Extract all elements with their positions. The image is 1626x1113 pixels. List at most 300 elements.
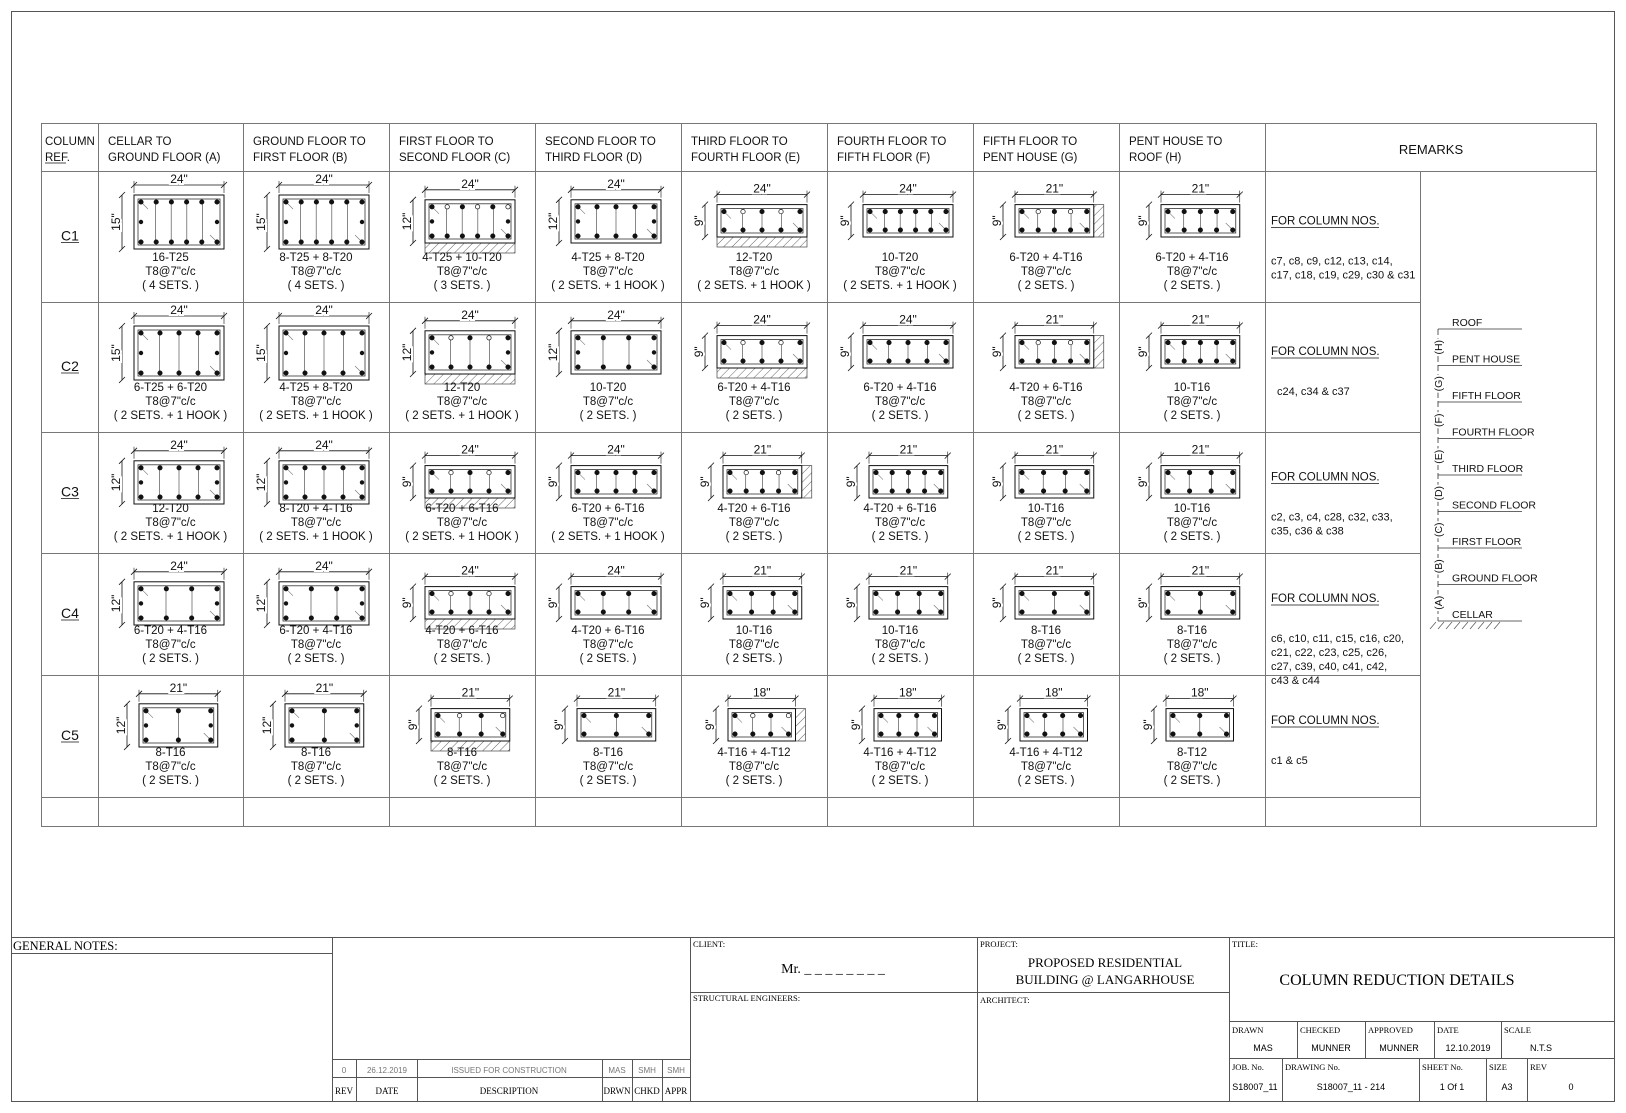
column-section-cell [990, 564, 1097, 665]
rebar [1187, 470, 1191, 474]
rebar [917, 591, 921, 595]
rebar [1036, 340, 1040, 344]
floor-header-line2: ROOF (H) [1129, 152, 1182, 164]
rebar [1224, 713, 1228, 717]
rebar [1231, 209, 1235, 213]
rebar [1078, 713, 1082, 717]
rebar [491, 205, 495, 209]
rebar [874, 489, 878, 493]
column-ref-label: C1 [61, 227, 79, 244]
rebar [215, 200, 219, 204]
column-section-cell [698, 564, 805, 665]
depth-label: 12" [109, 594, 123, 613]
tie-sets: ( 2 SETS. ) [142, 653, 199, 665]
rebar [1182, 228, 1186, 232]
rebar [760, 470, 764, 474]
floor-header-line1: PENT HOUSE TO [1129, 136, 1223, 148]
rebar [309, 587, 313, 591]
masonry-hatch [1094, 205, 1104, 237]
rebar [1166, 359, 1170, 363]
rebar [1025, 713, 1029, 717]
rebar [1060, 732, 1064, 736]
rebar [479, 732, 483, 736]
rebar [1085, 340, 1089, 344]
rebar [614, 713, 618, 717]
rebar [196, 331, 200, 335]
rebar [786, 732, 790, 736]
rebar [290, 709, 294, 713]
rebar [779, 209, 783, 213]
ground-hatch [1446, 622, 1452, 629]
depth-label: 9" [400, 597, 414, 609]
rebar [1166, 340, 1170, 344]
rebar-spec: 8-T16 [592, 747, 624, 759]
remark-column-list: c35, c36 & c38 [1271, 525, 1344, 538]
rebar [164, 587, 168, 591]
rebar [284, 200, 288, 204]
rebar [284, 616, 288, 620]
rebar [906, 489, 910, 493]
rebar [874, 591, 878, 595]
rebar [158, 371, 162, 375]
width-label: 24" [607, 176, 625, 191]
rebar [158, 495, 162, 499]
rebar [215, 616, 219, 620]
width-label: 21" [1045, 312, 1064, 327]
remark-column-list: c27, c39, c40, c41, c42, [1271, 661, 1388, 673]
rebar [1036, 228, 1040, 232]
depth-label: 9" [400, 476, 414, 488]
rebar [1060, 713, 1064, 717]
tie-spec: T8@7"c/c [728, 266, 780, 278]
rebar [652, 336, 656, 340]
width-label: 24" [315, 437, 333, 452]
rebar [449, 470, 453, 474]
rebar [760, 228, 764, 232]
width-label: 24" [170, 437, 188, 452]
rebar [169, 200, 173, 204]
column-section-cell [703, 686, 806, 787]
tie-spec: T8@7"c/c [874, 517, 926, 529]
approved-value: MUNNER [1379, 1043, 1419, 1053]
rebar [932, 732, 936, 736]
rebar [176, 738, 180, 742]
rebar [475, 205, 479, 209]
rebar [430, 205, 434, 209]
tie-sets: ( 2 SETS. ) [725, 653, 783, 665]
rebar [939, 591, 943, 595]
rebar [793, 610, 797, 614]
rebar [445, 205, 449, 209]
tie-sets: ( 2 SETS. ) [871, 653, 929, 665]
rebar [144, 723, 148, 727]
depth-label: 9" [698, 597, 712, 609]
tie-sets: ( 2 SETS. + 1 HOOK ) [551, 280, 665, 292]
tie-sets: ( 2 SETS. + 1 HOOK ) [551, 531, 665, 543]
column-ref-header-2: REF. [45, 152, 70, 164]
rebar [890, 489, 894, 493]
tie-sets: ( 4 SETS. ) [287, 280, 345, 292]
checked-value: MUNNER [1311, 1043, 1351, 1053]
rev-appr: SMH [667, 1066, 685, 1075]
column-ref-header: COLUMN [45, 136, 95, 148]
rebar [1231, 359, 1235, 363]
rebar-spec: 8-T25 + 8-T20 [279, 252, 353, 264]
rebar [633, 470, 637, 474]
floor-header-line1: FIFTH FLOOR TO [983, 136, 1078, 148]
width-label: 24" [315, 558, 333, 573]
drawing-title: COLUMN REDUCTION DETAILS [1279, 972, 1515, 989]
rebar [751, 732, 755, 736]
tie-sets: ( 2 SETS. + 1 HOOK ) [843, 280, 957, 292]
rebar [917, 610, 921, 614]
rebar [760, 489, 764, 493]
floor-zone-letter: (C) [1433, 522, 1445, 538]
size-value: A3 [1501, 1082, 1513, 1092]
rebar [1166, 470, 1170, 474]
rebar [1166, 228, 1170, 232]
rebar-spec: 8-T16 [155, 747, 186, 759]
column-outline [279, 195, 369, 249]
tie-spec: T8@7"c/c [145, 517, 196, 529]
rebar [322, 738, 326, 742]
ground-hatch [1470, 622, 1476, 629]
depth-label: 15" [254, 213, 268, 231]
rebar [215, 480, 219, 484]
rebar [906, 470, 910, 474]
rebar [768, 732, 772, 736]
rebar [1182, 359, 1186, 363]
drawn-value: MAS [1253, 1043, 1273, 1053]
floor-header-line2: GROUND FLOOR (A) [108, 152, 221, 164]
floor-header-line2: FOURTH FLOOR (E) [691, 152, 801, 164]
rebar [652, 234, 656, 238]
rebar-spec: 10-T16 [1173, 382, 1211, 394]
tie-sets: ( 2 SETS. ) [725, 531, 783, 543]
rebar [890, 470, 894, 474]
rebar [633, 234, 637, 238]
rebar [887, 359, 891, 363]
tie-sets: ( 2 SETS. ) [287, 775, 345, 787]
rebar-spec: 6-T20 + 4-T16 [863, 382, 937, 394]
rebar [322, 495, 326, 499]
rebar [614, 470, 618, 474]
rebar-spec: 6-T20 + 4-T16 [1155, 252, 1229, 264]
rebar [728, 610, 732, 614]
rebar [303, 371, 307, 375]
tie-spec: T8@7"c/c [1166, 266, 1218, 278]
rebar [874, 470, 878, 474]
rebar [771, 591, 775, 595]
rebar [154, 240, 158, 244]
rebar [200, 200, 204, 204]
depth-label: 12" [400, 212, 414, 231]
rebar [506, 219, 510, 223]
tie-sets: ( 2 SETS. + 1 HOOK ) [405, 531, 519, 543]
tie-sets: ( 2 SETS. + 1 HOOK ) [405, 410, 519, 422]
rebar [360, 466, 364, 470]
rebar [322, 331, 326, 335]
rebar [284, 495, 288, 499]
tie-sets: ( 2 SETS. ) [871, 410, 929, 422]
rebar [184, 240, 188, 244]
column-section-cell [692, 313, 810, 422]
rebar [913, 228, 917, 232]
depth-label: 12" [260, 716, 274, 735]
tie-sets: ( 2 SETS. + 1 HOOK ) [259, 531, 373, 543]
rebar [506, 205, 510, 209]
rebar [741, 359, 745, 363]
rebar-spec: 6-T20 + 4-T16 [133, 625, 208, 637]
rebar [209, 723, 213, 727]
floor-level-label: FOURTH FLOOR [1452, 426, 1535, 439]
column-ref-label: C3 [61, 483, 79, 500]
rebar [779, 228, 783, 232]
rebar [1198, 610, 1202, 614]
rebar [1020, 340, 1024, 344]
rebar [582, 713, 586, 717]
width-label: 24" [753, 181, 771, 196]
rebar [1020, 610, 1024, 614]
column-section-cell [844, 443, 951, 543]
masonry-hatch [802, 466, 812, 498]
rebar-spec: 10-T16 [1173, 503, 1211, 515]
rebar [299, 240, 303, 244]
column-section-cell [838, 182, 957, 292]
rebar [633, 489, 637, 493]
rebar [944, 340, 948, 344]
rebar [506, 234, 510, 238]
remark-title: FOR COLUMN NOS. [1271, 593, 1380, 605]
tie-spec: T8@7"c/c [1020, 517, 1072, 529]
rebar [1052, 340, 1056, 344]
column-section-cell [849, 686, 945, 787]
column-section-cell [990, 182, 1104, 292]
column-ref-label: C4 [61, 605, 79, 621]
column-section-cell [400, 564, 518, 665]
rebar-spec: 4-T16 + 4-T12 [863, 747, 937, 759]
rebar [139, 466, 143, 470]
rebar-spec: 12-T20 [152, 503, 189, 515]
rebar [284, 371, 288, 375]
width-label: 24" [170, 172, 188, 186]
rebar [913, 209, 917, 213]
rebar [1198, 732, 1202, 736]
tie-sets: ( 2 SETS. ) [1163, 531, 1221, 543]
rebar [460, 205, 464, 209]
column-outline [425, 200, 515, 243]
rebar [322, 709, 326, 713]
rev-header-drwn: DRWN [603, 1086, 631, 1096]
column-section-cell [838, 313, 956, 422]
rebar [345, 240, 349, 244]
column-ref-label: C5 [61, 727, 79, 743]
rebar [1224, 732, 1228, 736]
date-value: 12.10.2019 [1445, 1043, 1491, 1053]
tie-spec: T8@7"c/c [145, 266, 196, 278]
rebar [139, 587, 143, 591]
tie-sets: ( 3 SETS. ) [433, 280, 491, 292]
column-section-cell [400, 443, 519, 543]
depth-label: 9" [838, 215, 852, 227]
rebar [868, 359, 872, 363]
floor-header-line2: PENT HOUSE (G) [983, 152, 1078, 164]
rebar [360, 587, 364, 591]
masonry-hatch [1094, 336, 1104, 368]
tie-sets: ( 2 SETS. + 1 HOOK ) [113, 531, 228, 543]
depth-label: 9" [990, 476, 1004, 488]
rebar [1166, 610, 1170, 614]
rebar [1231, 489, 1235, 493]
tie-sets: ( 2 SETS. + 1 HOOK ) [259, 410, 373, 422]
remarks-header: REMARKS [1398, 142, 1464, 157]
rebar [1198, 713, 1202, 717]
rebar [215, 220, 219, 224]
rebar [329, 200, 333, 204]
rebar [284, 331, 288, 335]
rebar [1020, 470, 1024, 474]
rebar [722, 228, 726, 232]
rebar [139, 331, 143, 335]
rebar [939, 489, 943, 493]
width-label: 24" [461, 563, 479, 578]
depth-label: 9" [692, 215, 706, 227]
tie-spec: T8@7"c/c [436, 517, 488, 529]
rebar-spec: 4-T25 + 8-T20 [279, 382, 353, 394]
rebar [430, 336, 434, 340]
rebar [196, 495, 200, 499]
floor-level-label: FIRST FLOOR [1452, 536, 1522, 548]
rebar [1052, 610, 1056, 614]
schedule-row-c3 [61, 438, 1393, 543]
tie-sets: ( 2 SETS. ) [1163, 653, 1221, 665]
tie-spec: T8@7"c/c [436, 266, 488, 278]
rebar [879, 732, 883, 736]
column-outline [1015, 466, 1094, 498]
tie-sets: ( 2 SETS. ) [1017, 410, 1075, 422]
rebar [1198, 359, 1202, 363]
depth-label: 15" [254, 344, 268, 362]
rebar [944, 228, 948, 232]
rebar [334, 587, 338, 591]
rebar [445, 234, 449, 238]
column-outline [723, 587, 802, 619]
rev-drwn: MAS [608, 1066, 626, 1075]
scale-label: SCALE [1504, 1025, 1531, 1035]
rebar [449, 610, 453, 614]
rebar [652, 219, 656, 223]
width-label: 24" [607, 307, 625, 322]
rebar-spec: 12-T20 [443, 382, 481, 394]
rebar [196, 371, 200, 375]
remark-column-list: c17, c18, c19, c29, c30 & c31 [1271, 269, 1416, 282]
tie-spec: T8@7"c/c [290, 761, 342, 773]
rebar [177, 331, 181, 335]
rebar [506, 489, 510, 493]
rebar [906, 359, 910, 363]
tie-spec: T8@7"c/c [582, 517, 634, 529]
rebar [744, 470, 748, 474]
width-label: 18" [752, 685, 771, 700]
rebar [1068, 340, 1072, 344]
rebar [139, 601, 143, 605]
rebar [798, 340, 802, 344]
column-section-cell [546, 308, 664, 422]
ground-hatch [1430, 622, 1436, 629]
rebar [303, 331, 307, 335]
tie-sets: ( 2 SETS. ) [142, 775, 199, 787]
architect-label: ARCHITECT: [980, 995, 1030, 1005]
depth-label: 9" [990, 215, 1004, 227]
rev-description: ISSUED FOR CONSTRUCTION [451, 1066, 567, 1075]
depth-label: 9" [990, 346, 1004, 358]
ground-hatch [1486, 622, 1492, 629]
rebar [360, 240, 364, 244]
tie-spec: T8@7"c/c [1166, 761, 1218, 773]
rebar [139, 371, 143, 375]
depth-label: 9" [990, 597, 1004, 609]
rebar [1025, 732, 1029, 736]
rebar [1198, 340, 1202, 344]
rebar [576, 219, 580, 223]
rebar [895, 591, 899, 595]
rebar-spec: 16-T25 [152, 252, 189, 264]
rebar [898, 209, 902, 213]
rebar [1020, 228, 1024, 232]
rebar [741, 209, 745, 213]
rebar [309, 616, 313, 620]
rebar [457, 713, 461, 717]
drawing-number-label: DRAWING No. [1285, 1062, 1341, 1072]
rebar [341, 371, 345, 375]
column-section-cell [260, 681, 367, 787]
column-section-cell [844, 564, 951, 665]
rebar [468, 591, 472, 595]
rebar [1041, 470, 1045, 474]
rebar-spec: 10-T20 [589, 382, 627, 394]
column-section-cell [546, 443, 665, 543]
rebar [786, 713, 790, 717]
floor-level-label: SECOND FLOOR [1452, 499, 1537, 512]
width-label: 21" [315, 680, 334, 695]
schedule-row-c4 [61, 559, 1404, 687]
rebar [760, 359, 764, 363]
rebar [501, 732, 505, 736]
rebar [595, 205, 599, 209]
tie-spec: T8@7"c/c [145, 639, 196, 651]
rebar [1214, 359, 1218, 363]
rebar-spec: 4-T25 + 10-T20 [422, 252, 502, 264]
rebar [506, 591, 510, 595]
rebar [449, 336, 453, 340]
width-label: 18" [1190, 685, 1209, 700]
rebar [1052, 591, 1056, 595]
rebar [154, 200, 158, 204]
rebar [449, 489, 453, 493]
rebar [501, 713, 505, 717]
rebar [1041, 489, 1045, 493]
rebar [914, 713, 918, 717]
rebar-spec: 4-T25 + 8-T20 [571, 252, 645, 264]
rebar [744, 489, 748, 493]
width-label: 21" [753, 563, 772, 578]
width-label: 21" [899, 563, 918, 578]
schedule-row-c1 [61, 172, 1415, 292]
rebar [491, 234, 495, 238]
rebar [449, 591, 453, 595]
tie-sets: ( 2 SETS. ) [871, 531, 929, 543]
rebar-spec: 6-T20 + 6-T16 [571, 503, 645, 515]
